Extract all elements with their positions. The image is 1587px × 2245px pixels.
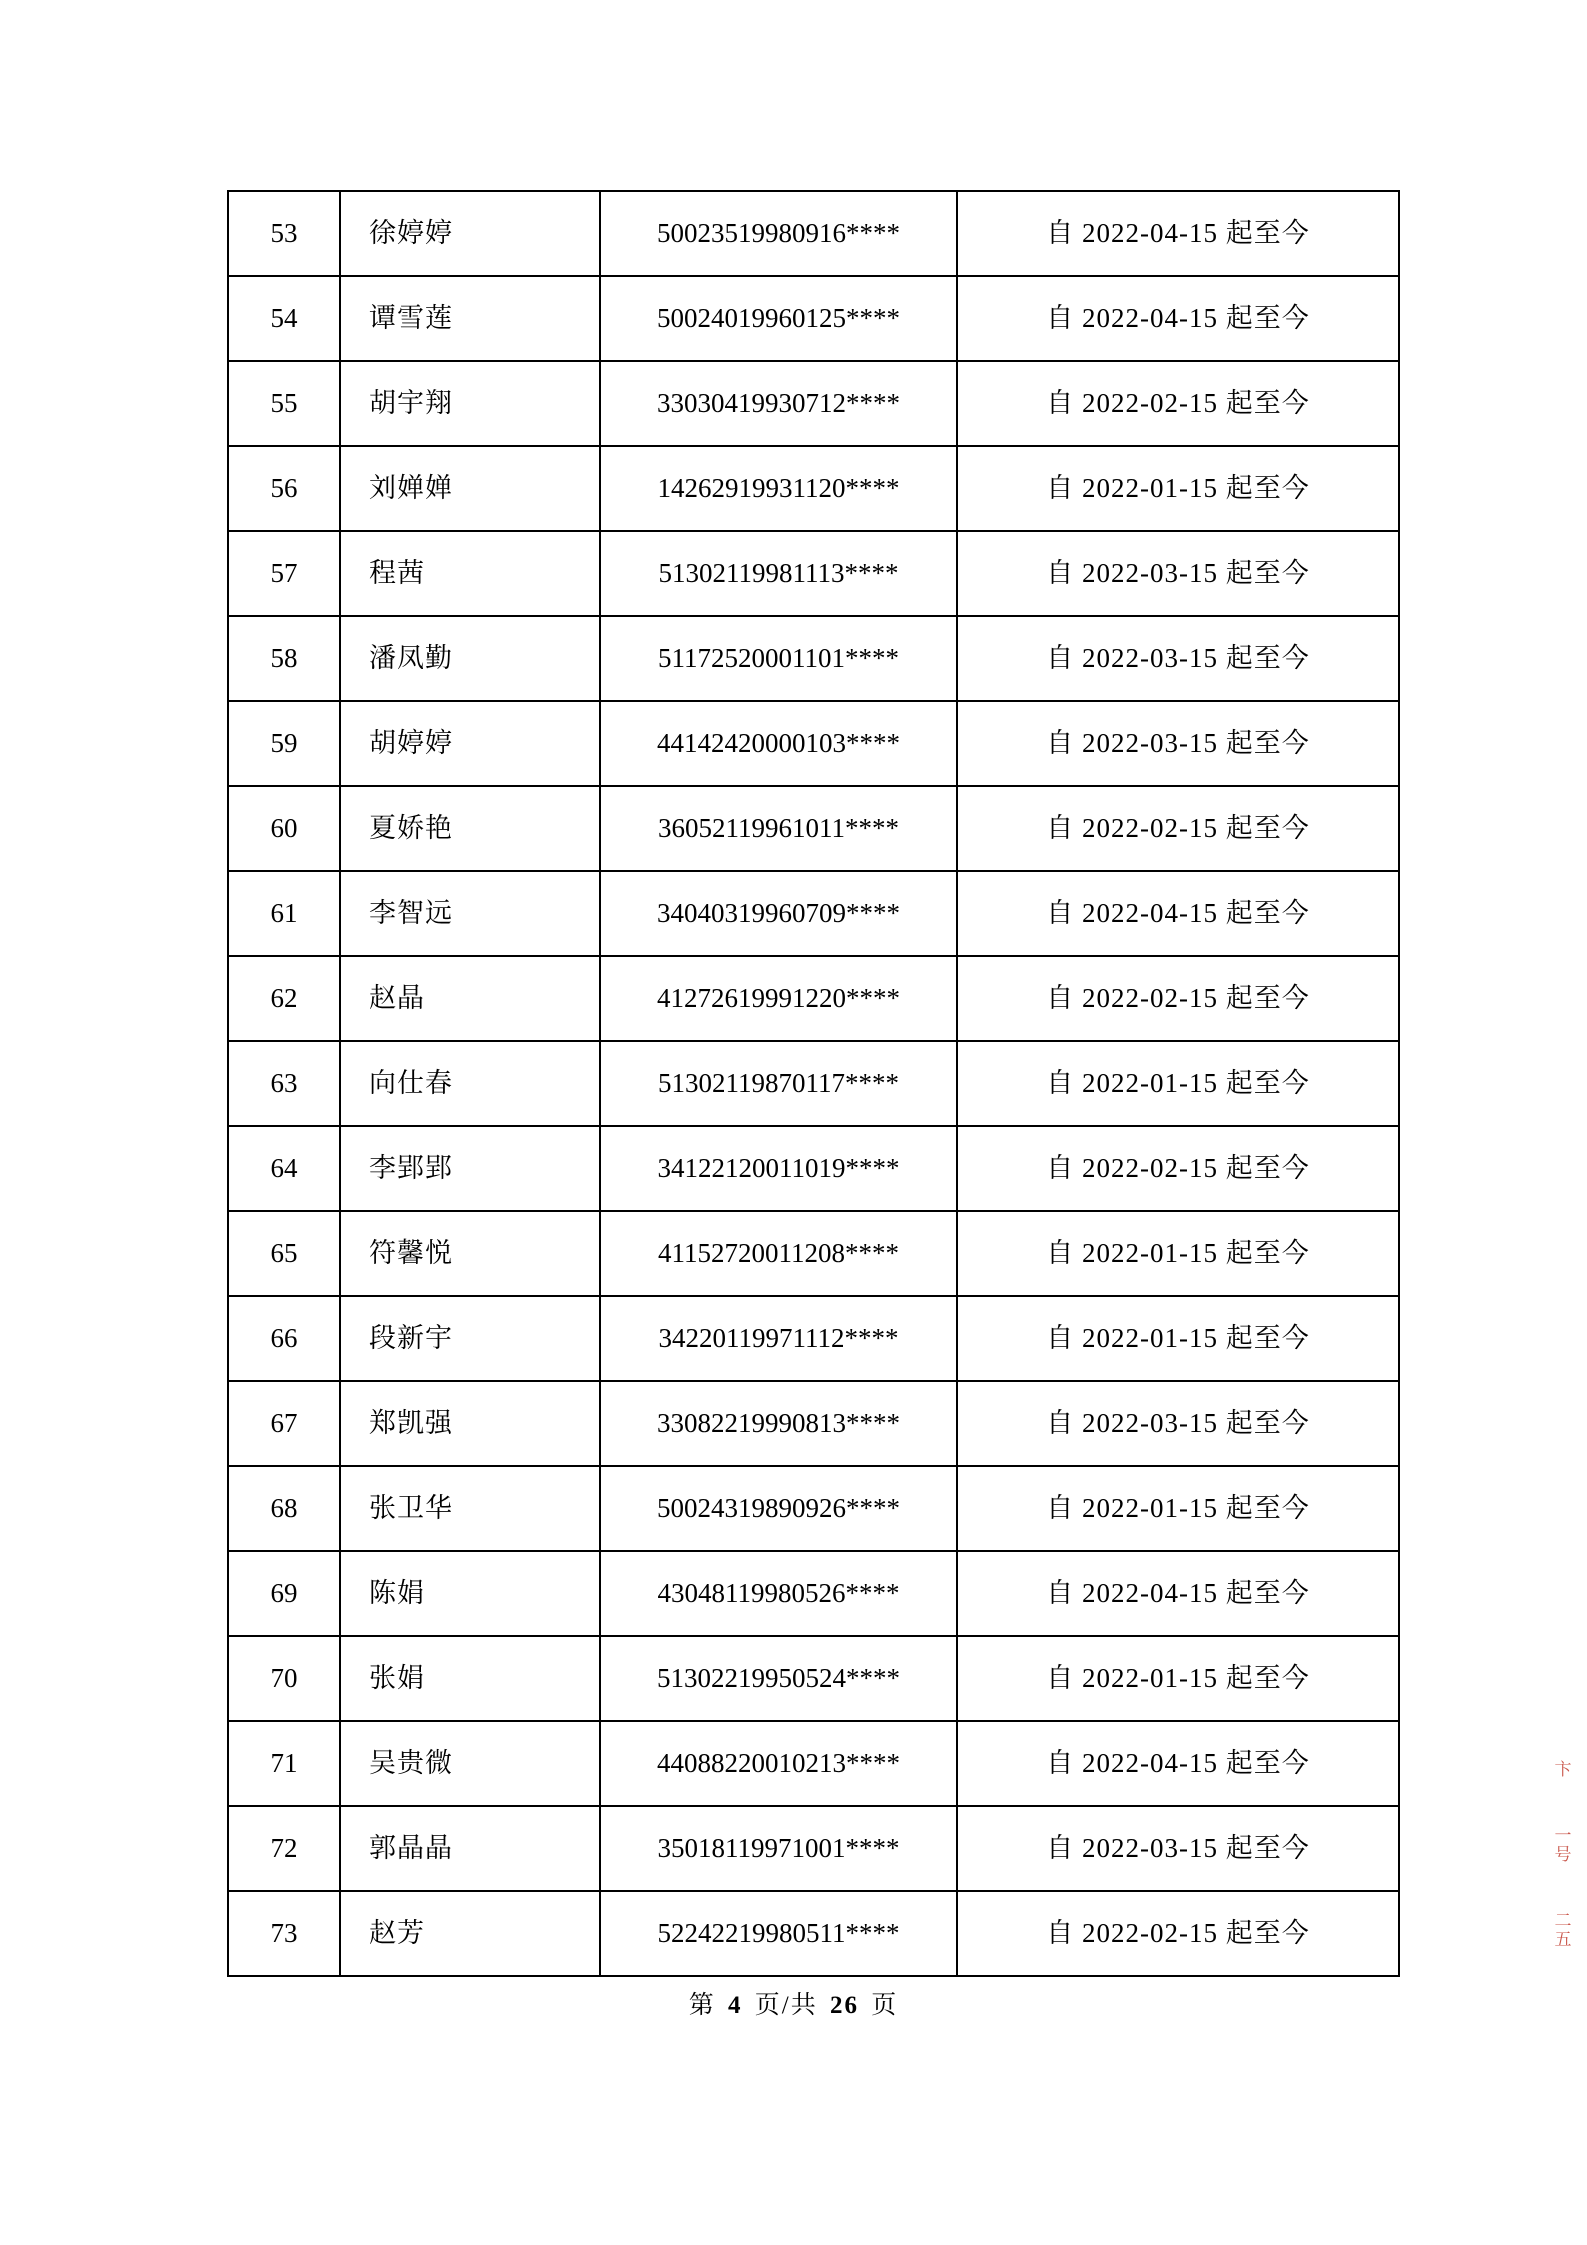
table-row	[228, 1126, 1399, 1211]
footer-page-number: 4	[728, 1992, 743, 2019]
cell-index: 53	[228, 191, 340, 276]
cell-id-number: 51302219950524****	[600, 1636, 957, 1721]
cell-index: 67	[228, 1381, 340, 1466]
cell-period: 自 2022-01-15 起至今	[957, 1636, 1399, 1721]
cell-id-number: 50024019960125****	[600, 276, 957, 361]
cell-name: 夏娇艳	[340, 786, 600, 871]
cell-period: 自 2022-01-15 起至今	[957, 1041, 1399, 1126]
cell-index: 65	[228, 1211, 340, 1296]
cell-name: 潘凤勤	[340, 616, 600, 701]
cell-id-number: 43048119980526****	[600, 1551, 957, 1636]
cell-index: 73	[228, 1891, 340, 1976]
footer-middle: 页/共	[754, 1992, 818, 2019]
table-row	[228, 616, 1399, 701]
table-row	[228, 1636, 1399, 1721]
cell-id-number: 50024319890926****	[600, 1466, 957, 1551]
cell-name: 陈娟	[340, 1551, 600, 1636]
cell-period: 自 2022-01-15 起至今	[957, 1296, 1399, 1381]
table-row	[228, 1041, 1399, 1126]
table-row	[228, 1211, 1399, 1296]
cell-period: 自 2022-02-15 起至今	[957, 1891, 1399, 1976]
cell-id-number: 33082219990813****	[600, 1381, 957, 1466]
cell-index: 57	[228, 531, 340, 616]
cell-index: 63	[228, 1041, 340, 1126]
cell-id-number: 36052119961011****	[600, 786, 957, 871]
cell-name: 谭雪莲	[340, 276, 600, 361]
cell-name: 胡宇翔	[340, 361, 600, 446]
cell-id-number: 35018119971001****	[600, 1806, 957, 1891]
cell-period: 自 2022-01-15 起至今	[957, 446, 1399, 531]
cell-name: 程茜	[340, 531, 600, 616]
cell-id-number: 44142420000103****	[600, 701, 957, 786]
cell-period: 自 2022-01-15 起至今	[957, 1466, 1399, 1551]
table-row	[228, 701, 1399, 786]
table-row	[228, 1296, 1399, 1381]
insured-persons-table	[227, 190, 1400, 1977]
cell-period: 自 2022-02-15 起至今	[957, 786, 1399, 871]
table-row	[228, 361, 1399, 446]
cell-id-number: 51302119981113****	[600, 531, 957, 616]
cell-name: 李智远	[340, 871, 600, 956]
cell-id-number: 14262919931120****	[600, 446, 957, 531]
cell-index: 60	[228, 786, 340, 871]
edge-mark-glyph: 卞	[1554, 1760, 1572, 1779]
table-row	[228, 956, 1399, 1041]
cell-index: 62	[228, 956, 340, 1041]
cell-index: 55	[228, 361, 340, 446]
table-row	[228, 1551, 1399, 1636]
table-row	[228, 786, 1399, 871]
cell-id-number: 51302119870117****	[600, 1041, 957, 1126]
table-row	[228, 531, 1399, 616]
table-row	[228, 1466, 1399, 1551]
cell-period: 自 2022-04-15 起至今	[957, 1551, 1399, 1636]
cell-id-number: 34122120011019****	[600, 1126, 957, 1211]
edge-mark-gap	[1551, 1865, 1575, 1911]
edge-mark-glyph: 二	[1554, 1910, 1572, 1930]
cell-id-number: 34220119971112****	[600, 1296, 957, 1381]
table-body	[228, 191, 1399, 1976]
footer-total-pages: 26	[829, 1992, 859, 2019]
cell-index: 56	[228, 446, 340, 531]
cell-name: 赵芳	[340, 1891, 600, 1976]
cell-period: 自 2022-04-15 起至今	[957, 191, 1399, 276]
cell-name: 郭晶晶	[340, 1806, 600, 1891]
edge-mark-gap	[1551, 1780, 1575, 1826]
cell-index: 61	[228, 871, 340, 956]
cell-id-number: 41272619991220****	[600, 956, 957, 1041]
cell-index: 59	[228, 701, 340, 786]
cell-index: 69	[228, 1551, 340, 1636]
cell-period: 自 2022-04-15 起至今	[957, 871, 1399, 956]
page-footer	[0, 1985, 1587, 2021]
cell-period: 自 2022-02-15 起至今	[957, 361, 1399, 446]
cell-id-number: 41152720011208****	[600, 1211, 957, 1296]
table-row	[228, 1891, 1399, 1976]
cell-id-number: 33030419930712****	[600, 361, 957, 446]
cell-period: 自 2022-01-15 起至今	[957, 1211, 1399, 1296]
cell-name: 徐婷婷	[340, 191, 600, 276]
table-row	[228, 1721, 1399, 1806]
cell-name: 郑凯强	[340, 1381, 600, 1466]
cell-index: 64	[228, 1126, 340, 1211]
cell-name: 刘婵婵	[340, 446, 600, 531]
cell-name: 段新宇	[340, 1296, 600, 1381]
edge-mark-glyph: 五	[1554, 1930, 1572, 1950]
cell-index: 72	[228, 1806, 340, 1891]
cell-index: 66	[228, 1296, 340, 1381]
cell-period: 自 2022-03-15 起至今	[957, 1381, 1399, 1466]
cell-period: 自 2022-02-15 起至今	[957, 1126, 1399, 1211]
cell-period: 自 2022-03-15 起至今	[957, 1806, 1399, 1891]
table-row	[228, 276, 1399, 361]
edge-mark-glyph: 号	[1554, 1845, 1572, 1865]
footer-suffix: 页	[871, 1992, 899, 2019]
cell-name: 李郢郢	[340, 1126, 600, 1211]
cell-name: 向仕春	[340, 1041, 600, 1126]
cell-id-number: 44088220010213****	[600, 1721, 957, 1806]
cell-id-number: 52242219980511****	[600, 1891, 957, 1976]
cell-id-number: 50023519980916****	[600, 191, 957, 276]
cell-id-number: 34040319960709****	[600, 871, 957, 956]
cell-name: 张卫华	[340, 1466, 600, 1551]
cell-name: 赵晶	[340, 956, 600, 1041]
cell-id-number: 51172520001101****	[600, 616, 957, 701]
cell-period: 自 2022-03-15 起至今	[957, 701, 1399, 786]
cell-name: 张娟	[340, 1636, 600, 1721]
cell-index: 54	[228, 276, 340, 361]
footer-prefix: 第	[688, 1992, 716, 2019]
cell-name: 吴贵微	[340, 1721, 600, 1806]
cell-period: 自 2022-03-15 起至今	[957, 616, 1399, 701]
cell-period: 自 2022-02-15 起至今	[957, 956, 1399, 1041]
cell-index: 70	[228, 1636, 340, 1721]
cell-index: 58	[228, 616, 340, 701]
table-row	[228, 191, 1399, 276]
cell-index: 68	[228, 1466, 340, 1551]
cell-name: 符馨悦	[340, 1211, 600, 1296]
cell-index: 71	[228, 1721, 340, 1806]
cell-period: 自 2022-04-15 起至今	[957, 1721, 1399, 1806]
cell-period: 自 2022-04-15 起至今	[957, 276, 1399, 361]
cell-name: 胡婷婷	[340, 701, 600, 786]
table-row	[228, 871, 1399, 956]
table-row	[228, 1381, 1399, 1466]
cell-period: 自 2022-03-15 起至今	[957, 531, 1399, 616]
table-row	[228, 446, 1399, 531]
table-row	[228, 1806, 1399, 1891]
edge-stamp-marks	[1551, 1760, 1575, 2220]
edge-mark-glyph: 一	[1554, 1825, 1572, 1845]
